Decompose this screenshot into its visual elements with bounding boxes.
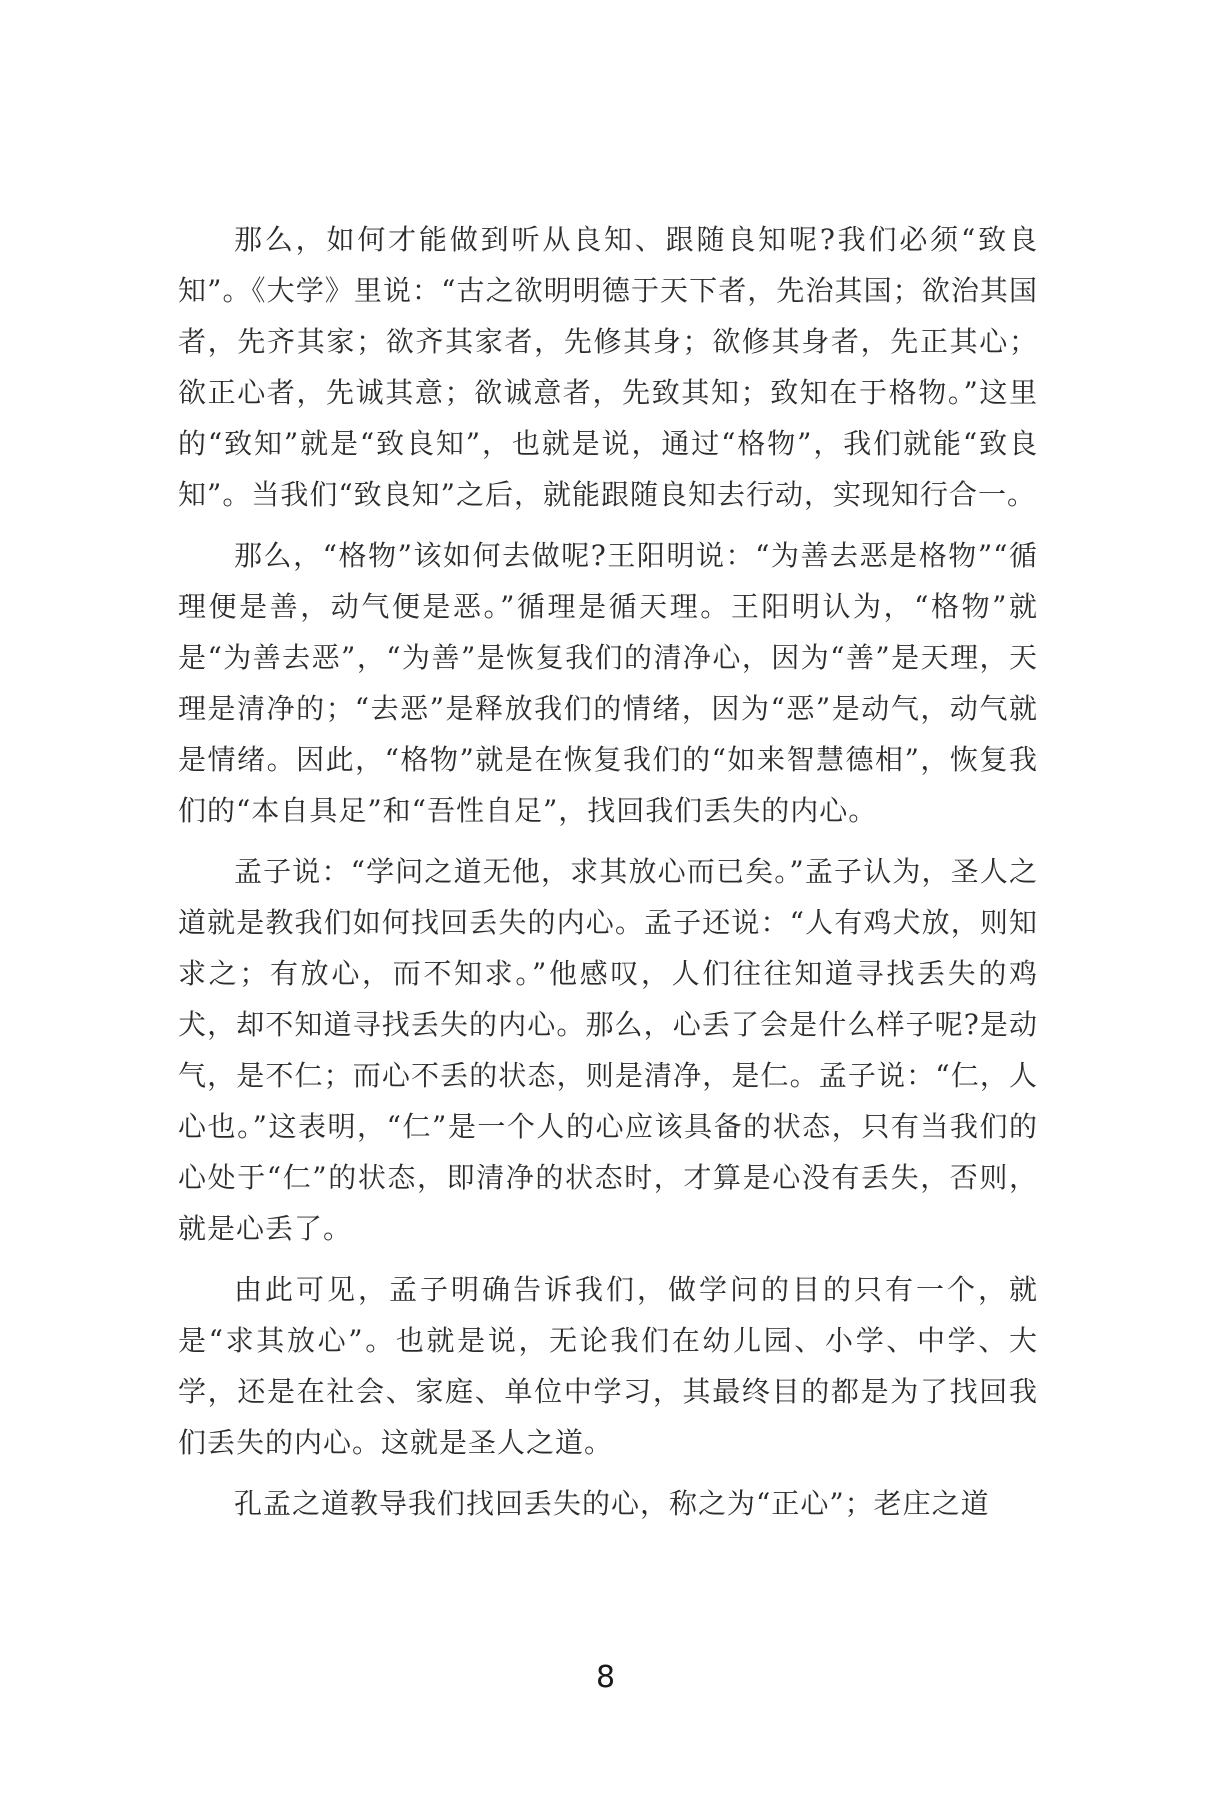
page-number: 8 [595,1660,616,1695]
body-text [178,214,1038,1539]
paragraph-5: 孔孟之道教导我们找回丢失的心，称之为“正心”；老庄之道 [234,1487,990,1520]
paragraph-1: 那么，如何才能做到听从良知、跟随良知呢?我们必须“致良知”。《大学》里说：“古之欲明明德于天下者，先治其国；欲治其国者，先齐其家；欲齐其家者，先修其身；欲修其身者，先正其心；欲正心者，先诚其意；欲诚意者，先致其知；致知在于格物。”这里的“致知”就是“致良知”，也就是说，通过“格物”，我们就能“致良知”。当我们“致良知”之后，就能跟随良知去行动，实现知行合一。 [178,223,1038,511]
paragraph-3: 孟子说：“学问之道无他，求其放心而已矣。”孟子认为，圣人之道就是教我们如何找回丢失的内心。孟子还说：“人有鸡犬放，则知求之；有放心，而不知求。”他感叹，人们往往知道寻找丢失的鸡犬，却不知道寻找丢失的内心。那么，心丢了会是什么样子呢?是动气，是不仁；而心不丢的状态，则是清净，是仁。孟子说：“仁，人心也。”这表明，“仁”是一个人的心应该具备的状态，只有当我们的心处于“仁”的状态，即清净的状态时，才算是心没有丢失，否则，就是心丢了。 [178,855,1038,1245]
paragraph-2: 那么，“格物”该如何去做呢?王阳明说：“为善去恶是格物”“循理便是善，动气便是恶。”循理是循天理。王阳明认为，“格物”就是“为善去恶”，“为善”是恢复我们的清净心，因为“善”是天理，天理是清净的；“去恶”是释放我们的情绪，因为“恶”是动气，动气就是情绪。因此，“格物”就是在恢复我们的“如来智慧德相”，恢复我们的“本自具足”和“吾性自足”，找回我们丢失的内心。 [178,539,1038,827]
paragraph-4: 由此可见，孟子明确告诉我们，做学问的目的只有一个，就是“求其放心”。也就是说，无论我们在幼儿园、小学、中学、大学，还是在社会、家庭、单位中学习，其最终目的都是为了找回我们丢失的内心。这就是圣人之道。 [178,1273,1038,1459]
